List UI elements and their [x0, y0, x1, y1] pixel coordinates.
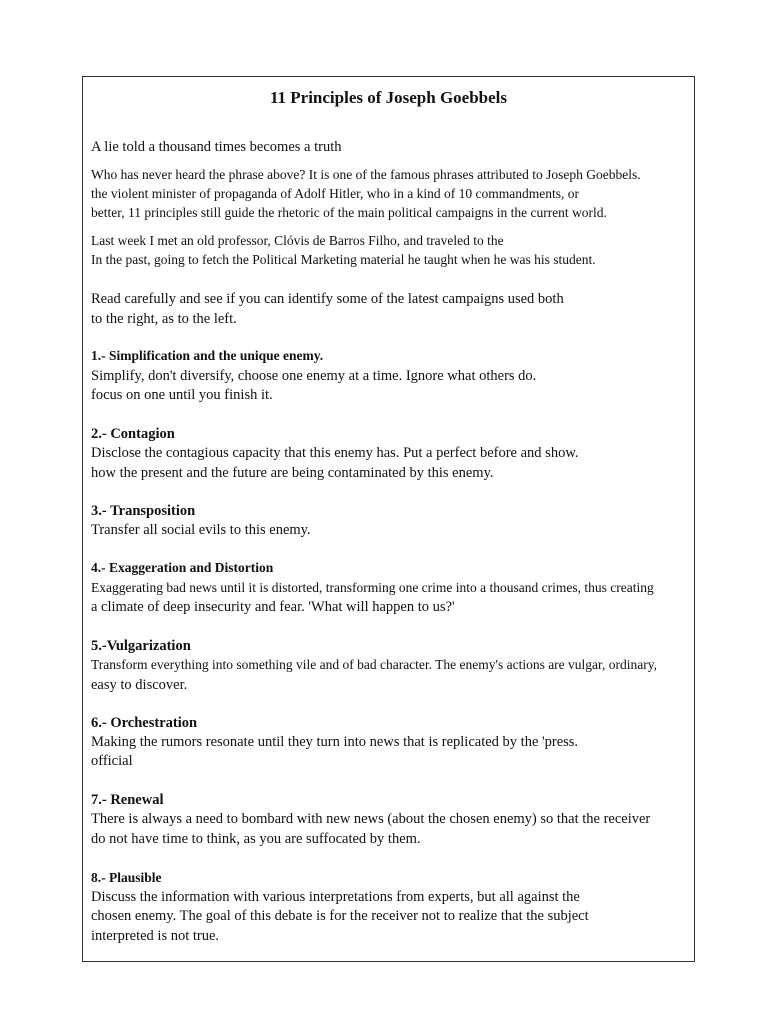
intro-p3-line1: Read carefully and see if you can identify some of the latest campaigns used both: [91, 291, 564, 307]
principle-8-line3: interpreted is not true.: [91, 928, 220, 944]
intro-p1-line2: the violent minister of propaganda of Adolf Hitler, who in a kind of 10 commandments, or: [91, 186, 579, 201]
intro-p2-line1: Last week I met an old professor, Clóvis de Barros Filho, and traveled to the: [91, 233, 504, 248]
principle-1-heading: 1.- Simplification and the unique enemy.: [91, 348, 324, 363]
principle-8-line1: Discuss the information with various interpretations from experts, but all against the: [91, 889, 580, 905]
principle-7-line2: do not have time to think, as you are suffocated by them.: [91, 831, 421, 847]
principle-1-line1: Simplify, don't diversify, choose one enemy at a time. Ignore what others do.: [91, 368, 537, 384]
intro-p1-line1: Who has never heard the phrase above? It is one of the famous phrases attributed to Joseph Goebbels.: [91, 167, 641, 182]
principle-5-heading: 5.-Vulgarization: [91, 638, 191, 654]
principle-6-heading: 6.- Orchestration: [91, 715, 198, 731]
document-title: 11 Principles of Joseph Goebbels: [269, 88, 508, 107]
principle-4-heading: 4.- Exaggeration and Distortion: [91, 560, 274, 575]
principle-8-heading: 8.- Plausible: [91, 870, 162, 885]
principle-6-line2: official: [91, 753, 133, 769]
intro-p3-line2: to the right, as to the left.: [91, 311, 237, 327]
principle-2-line2: how the present and the future are being contaminated by this enemy.: [91, 465, 494, 481]
document-page: [82, 76, 695, 962]
principle-8-line2: chosen enemy. The goal of this debate is for the receiver not to realize that the subject: [91, 908, 589, 924]
principle-5-line2: easy to discover.: [91, 677, 188, 693]
principle-2-heading: 2.- Contagion: [91, 426, 175, 442]
principle-4-line2: a climate of deep insecurity and fear. 'What will happen to us?': [91, 599, 455, 615]
principle-4-line1: Exaggerating bad news until it is distorted, transforming one crime into a thousand crimes, thus creating: [91, 580, 654, 595]
principle-1-line2: focus on one until you finish it.: [91, 387, 273, 403]
principle-5-line1: Transform everything into something vile and of bad character. The enemy's actions are vulgar, ordinary,: [91, 657, 657, 672]
principle-7-line1: There is always a need to bombard with new news (about the chosen enemy) so that the receiver: [91, 811, 651, 827]
intro-quote: A lie told a thousand times becomes a truth: [91, 139, 342, 155]
principle-3-heading: 3.- Transposition: [91, 503, 196, 519]
principle-6-line1: Making the rumors resonate until they turn into news that is replicated by the 'press.: [91, 734, 579, 750]
intro-p2-line2: In the past, going to fetch the Political Marketing material he taught when he was his student.: [91, 252, 596, 267]
principle-3-line1: Transfer all social evils to this enemy.: [91, 522, 311, 538]
principle-7-heading: 7.- Renewal: [91, 792, 164, 808]
intro-p1-line3: better, 11 principles still guide the rhetoric of the main political campaigns in the current world.: [91, 205, 607, 220]
principle-2-line1: Disclose the contagious capacity that this enemy has. Put a perfect before and show.: [91, 445, 579, 461]
